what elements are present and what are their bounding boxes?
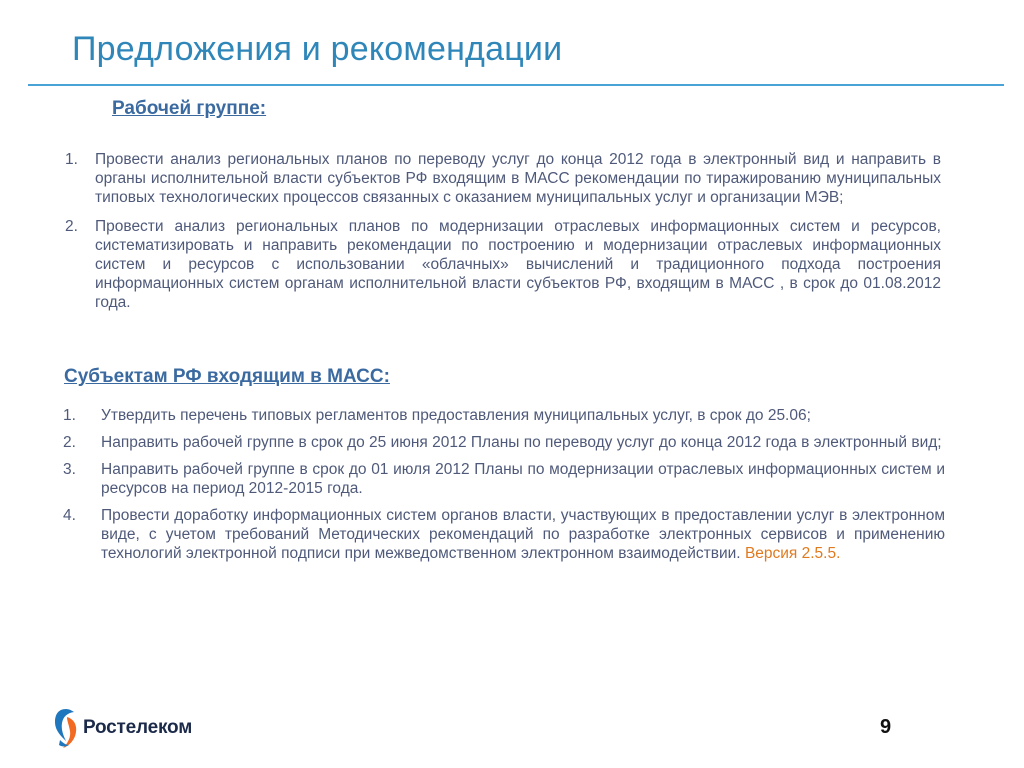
list-item	[65, 217, 941, 312]
list-item-number: 3.	[63, 461, 76, 478]
list-item-text: Провести анализ региональных планов по переводу услуг до конца 2012 года в электронный вид и направить в органы исполнительной власти субъектов РФ входящим в МАСС рекомендации по тиражированию муниципальных типовых технологических процессов связанных с оказанием муниципальных услуг и организации МЭВ;	[95, 151, 941, 206]
page-number: 9	[880, 716, 892, 738]
section-heading-working-group: Рабочей группе:	[112, 98, 267, 119]
list-item	[63, 506, 945, 563]
list-item-text: Провести анализ региональных планов по модернизации отраслевых информационных систем и ресурсов, систематизировать и направить рекомендации по построению и модернизации отраслевых информационных систем и ресурсов с использовании «облачных» вычислений и традиционного подхода построения информационных систем органам исполнительной власти субъектов РФ, входящим в МАСС , в срок до 01.08.2012 года.	[95, 218, 941, 311]
list-item	[65, 150, 941, 207]
slide-title: Предложения и рекомендации	[72, 30, 563, 68]
list-item-number: 2.	[63, 434, 76, 451]
list-item-text: Направить рабочей группе в срок до 01 июля 2012 Планы по модернизации отраслевых информационных систем и ресурсов на период 2012-2015 года.	[101, 461, 945, 497]
regions-recommendations-list	[63, 406, 945, 571]
title-divider	[28, 84, 1004, 86]
list-item	[63, 406, 945, 425]
list-item-number: 2.	[65, 218, 78, 235]
section-heading-regions: Субъектам РФ входящим в МАСС:	[64, 366, 390, 387]
list-item-text: Утвердить перечень типовых регламентов предоставления муниципальных услуг, в срок до 25.06;	[101, 407, 811, 424]
list-item	[63, 460, 945, 498]
rostelecom-logo-icon	[54, 707, 78, 749]
list-item-text: Провести доработку информационных систем органов власти, участвующих в предоставлении услуг в электронном виде, с учетом требований Методических рекомендаций по разработке электронных сервисов и применению технологий электронной подписи при межведомственном электронном взаимодействии.	[101, 507, 945, 562]
list-item-number: 1.	[65, 151, 78, 168]
version-label: Версия 2.5.5.	[744, 545, 841, 562]
working-group-recommendations-list	[65, 150, 941, 322]
list-item	[63, 433, 945, 452]
list-item-number: 1.	[63, 407, 76, 424]
list-item-text: Направить рабочей группе в срок до 25 июня 2012 Планы по переводу услуг до конца 2012 года в электронный вид;	[101, 434, 942, 451]
list-item-number: 4.	[63, 507, 76, 524]
rostelecom-logo	[54, 706, 192, 750]
logo-text: Ростелеком	[83, 717, 193, 738]
